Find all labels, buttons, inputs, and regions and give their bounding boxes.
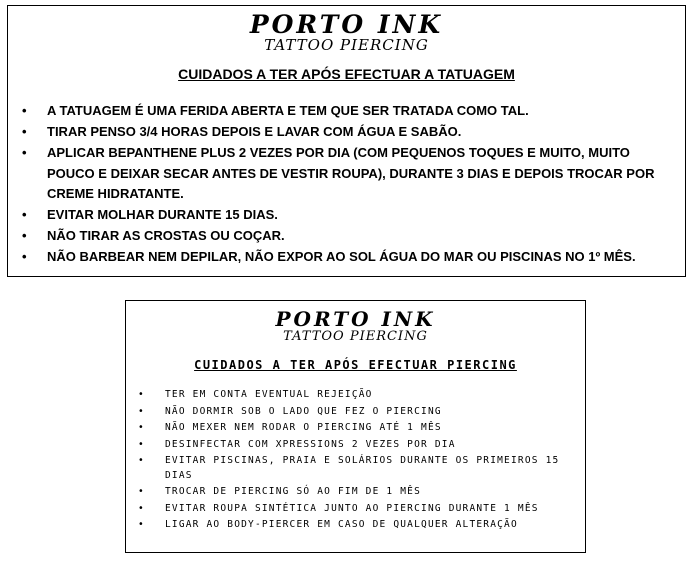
- list-item: [22, 143, 673, 205]
- list-item-text: A TATUAGEM É UMA FERIDA ABERTA E TEM QUE SER TRATADA COMO TAL.: [47, 103, 529, 118]
- bullet-icon: •: [138, 519, 145, 530]
- logo-sub-text: TATTOO PIERCING: [264, 36, 429, 54]
- list-item-text: NÃO BARBEAR NEM DEPILAR, NÃO EXPOR AO SOL ÁGUA DO MAR OU PISCINAS NO 1º MÊS.: [47, 249, 636, 264]
- logo-main-text: PORTO INK: [249, 10, 444, 39]
- tattoo-care-card: [7, 5, 686, 277]
- list-item-text: TROCAR DE PIERCING SÓ AO FIM DE 1 MÊS: [165, 486, 422, 497]
- bullet-icon: •: [138, 389, 145, 400]
- list-item: [138, 502, 571, 517]
- list-item: [22, 205, 673, 226]
- list-item-text: TER EM CONTA EVENTUAL REJEIÇÃO: [165, 389, 373, 400]
- list-item-text: DESINFECTAR COM XPRESSIONS 2 VEZES POR DIA: [165, 438, 456, 450]
- list-item: [22, 226, 673, 247]
- bullet-icon: •: [22, 207, 27, 222]
- bullet-icon: •: [138, 455, 145, 466]
- list-item-text: TIRAR PENSO 3/4 HORAS DEPOIS E LAVAR COM ÁGUA E SABÃO.: [47, 124, 462, 139]
- bullet-icon: •: [138, 502, 145, 514]
- list-item-text: NÃO DORMIR SOB O LADO QUE FEZ O PIERCING: [165, 405, 442, 417]
- list-item-text: EVITAR ROUPA SINTÉTICA JUNTO AO PIERCING DURANTE 1 MÊS: [165, 502, 539, 514]
- list-item: [22, 101, 673, 122]
- piercing-care-card: [125, 300, 586, 553]
- list-item: [138, 421, 571, 436]
- logo-main-text: PORTO INK: [275, 307, 436, 331]
- porto-ink-logo: [126, 309, 585, 343]
- list-item: [138, 518, 571, 533]
- list-item: [22, 247, 673, 268]
- list-item: [138, 438, 571, 453]
- list-item-text: APLICAR BEPANTHENE PLUS 2 VEZES POR DIA (COM PEQUENOS TOQUES E MUITO, MUITO POUCO E DEIXAR SECAR ANTES DE VESTIR ROUPA), DURANTE 3 DIAS E DEPOIS TROCAR POR CREME HIDRATANTE.: [47, 145, 655, 201]
- list-item: [22, 122, 673, 143]
- bullet-icon: •: [22, 124, 27, 139]
- piercing-care-heading: CUIDADOS A TER APÓS EFECTUAR PIERCING: [194, 358, 517, 372]
- logo-sub-text: TATTOO PIERCING: [283, 329, 428, 344]
- list-item-text: EVITAR PISCINAS, PRAIA E SOLÁRIOS DURANTE OS PRIMEIROS 15 DIAS: [165, 455, 560, 481]
- list-item: [138, 388, 571, 403]
- list-item-text: NÃO MEXER NEM RODAR O PIERCING ATÉ 1 MÊS: [165, 422, 442, 433]
- list-item: [138, 485, 571, 500]
- bullet-icon: •: [138, 422, 145, 433]
- list-item: [138, 454, 571, 483]
- tattoo-care-list: [22, 101, 673, 268]
- bullet-icon: •: [138, 486, 145, 497]
- bullet-icon: •: [22, 145, 27, 160]
- list-item-text: NÃO TIRAR AS CROSTAS OU COÇAR.: [47, 228, 285, 243]
- bullet-icon: •: [22, 228, 27, 243]
- porto-ink-logo: [8, 12, 685, 53]
- bullet-icon: •: [22, 249, 27, 264]
- tattoo-care-heading: CUIDADOS A TER APÓS EFECTUAR A TATUAGEM: [178, 66, 515, 82]
- list-item-text: LIGAR AO BODY-PIERCER EM CASO DE QUALQUER ALTERAÇÃO: [165, 519, 518, 530]
- piercing-care-list: [138, 388, 571, 533]
- list-item-text: EVITAR MOLHAR DURANTE 15 DIAS.: [47, 207, 278, 222]
- bullet-icon: •: [138, 438, 145, 450]
- bullet-icon: •: [22, 103, 27, 118]
- bullet-icon: •: [138, 405, 145, 417]
- list-item: [138, 405, 571, 420]
